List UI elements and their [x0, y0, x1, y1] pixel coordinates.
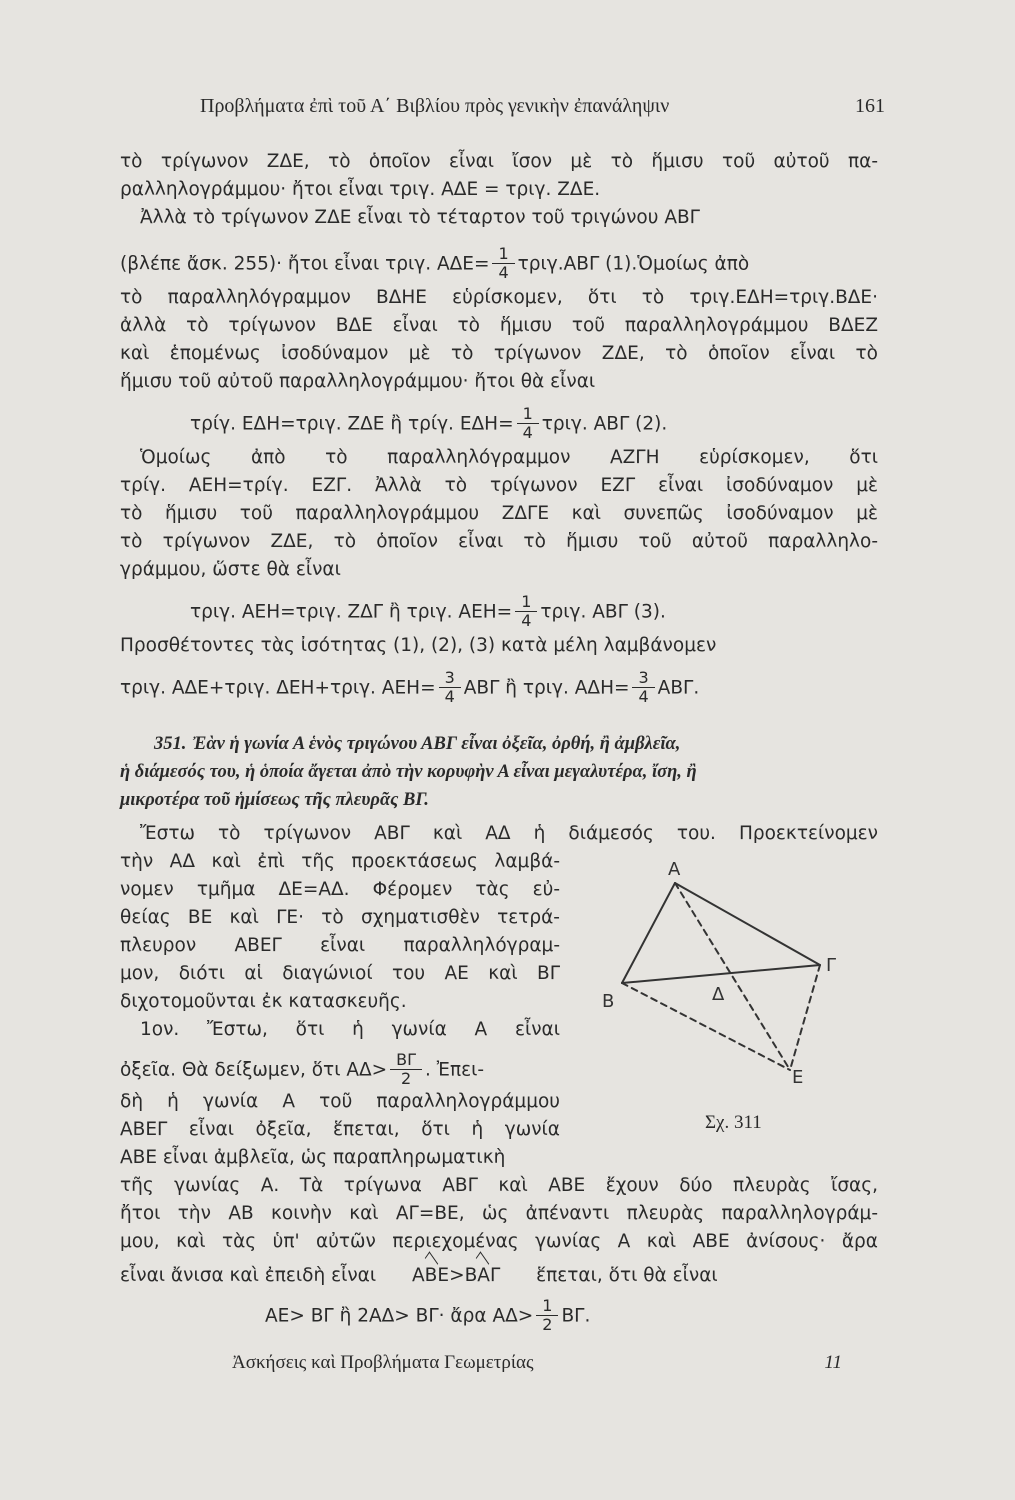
angle-abe: ΑΒΕ	[412, 1265, 450, 1286]
side-ge	[790, 965, 820, 1070]
equation-sum: τριγ. ΑΔΕ+τριγ. ΔΕΗ+τριγ. ΑΕΗ= $\frac{3}{4}$ ΑΒΓ ἢ τριγ. ΑΔΗ= $\frac{3}{4}$ ΑΒΓ.	[120, 668, 700, 706]
proposition-number: 351.	[154, 734, 187, 754]
page-header	[200, 95, 885, 125]
text-line: ΑΒΕ εἶναι ἀμβλεῖα, ὡς παραπληρωματικὴ	[120, 1147, 506, 1168]
text-line: νομεν τμῆμα ΔΕ=ΑΔ. Φέρομεν τὰς εὐ-	[120, 879, 560, 900]
proposition-text: μικροτέρα τοῦ ἡμίσεως τῆς πλευρᾶς ΒΓ.	[120, 790, 429, 810]
label-d: Δ	[712, 984, 725, 1005]
text-line: θείας ΒΕ καὶ ΓΕ· τὸ σχηματισθὲν τετρά-	[120, 907, 560, 928]
signature-mark: 11	[824, 1352, 842, 1373]
footer-title: Ἀσκήσεις καὶ Προβλήματα Γεωμετρίας	[232, 1352, 534, 1373]
label-a: Α	[668, 859, 681, 880]
text-line: ἥμισυ τοῦ αὐτοῦ παραλληλογράμμου· ἤτοι θὰ εἶναι	[120, 371, 596, 392]
text-line: Ἔστω τὸ τρίγωνον ΑΒΓ καὶ ΑΔ ἡ διάμεσός του. Προεκτείνομεν	[140, 823, 878, 844]
text-line: Προσθέτοντες τὰς ἰσότητας (1), (2), (3) κατὰ μέλη λαμβάνομεν	[120, 635, 717, 656]
fraction: $\frac{3}{4}$	[632, 669, 654, 706]
text-line: ραλληλογράμμου· ἤτοι εἶναι τριγ. ΑΔΕ = τριγ. ΖΔΕ.	[120, 179, 601, 200]
text-line: τὸ τρίγωνον ΖΔΕ, τὸ ὁποῖον εἶναι ἴσον μὲ τὸ ἥμισυ τοῦ αὐτοῦ πα-	[120, 151, 878, 172]
text-line: γράμμου, ὥστε θὰ εἶναι	[120, 559, 341, 580]
side-be	[622, 983, 790, 1070]
fraction: $\frac{1}{4}$	[517, 405, 539, 442]
text-line: Ἀλλὰ τὸ τρίγωνον ΖΔΕ εἶναι τὸ τέταρτον τοῦ τριγώνου ΑΒΓ	[140, 207, 700, 228]
text-line: διχοτομοῦνται ἐκ κατασκευῆς.	[120, 991, 407, 1012]
proposition-text: ἡ διάμεσός του, ἡ ὁποία ἄγεται ἀπὸ τὴν κορυφὴν Α εἶναι μεγαλυτέρα, ἴση, ἢ	[120, 762, 697, 782]
equation-final: ΑΕ> ΒΓ ἢ 2ΑΔ> ΒΓ· ἄρα ΑΔ> $\frac{1}{2}$ ΒΓ.	[265, 1296, 591, 1334]
text-line: τρίγ. ΑΕΗ=τρίγ. ΕΖΓ. Ἀλλὰ τὸ τρίγωνον ΕΖΓ εἶναι ἰσοδύναμον μὲ	[120, 475, 878, 496]
text-line: 1ον. Ἔστω, ὅτι ἡ γωνία Α εἶναι	[140, 1019, 560, 1040]
angle-bag: ΒΑΓ	[464, 1265, 501, 1286]
side-ab	[622, 883, 675, 983]
text-line: ΑΒΕΓ εἶναι ὀξεῖα, ἕπεται, ὅτι ἡ γωνία	[120, 1119, 560, 1140]
text-line-with-fraction: ὀξεῖα. Θὰ δείξωμεν, ὅτι ΑΔ> $\frac{B\Gamma}{2}$ . Ἐπει-	[120, 1050, 485, 1088]
proposition-351: 351. Ἐὰν ἡ γωνία Α ἑνὸς τριγώνου ΑΒΓ εἶναι ὀξεῖα, ὀρθή, ἢ ἀμβλεῖα,	[154, 734, 681, 754]
label-b: Β	[602, 991, 615, 1012]
side-ag	[675, 883, 820, 965]
text-line-with-angles: εἶναι ἄνισα καὶ ἐπειδὴ εἶναι ΑΒΕ>ΒΑΓ ἕπεται, ὅτι θὰ εἶναι	[120, 1265, 718, 1286]
fraction: $\frac{1}{4}$	[492, 245, 514, 282]
text-line: μου, καὶ τὰς ὑπ' αὐτῶν περιεχομένας γωνίας Α καὶ ΑΒΕ ἀνίσους· ἄρα	[120, 1231, 878, 1252]
text-line: τὸ παραλληλόγραμμον ΒΔΗΕ εὑρίσκομεν, ὅτι τὸ τριγ.ΕΔΗ=τριγ.ΒΔΕ·	[120, 287, 878, 308]
page-footer	[232, 1352, 842, 1380]
running-title: Προβλήματα ἐπὶ τοῦ Α΄ Βιβλίου πρὸς γενικὴν ἐπανάληψιν	[200, 95, 670, 117]
figure-311-diagram	[600, 855, 860, 1085]
side-bg	[622, 965, 820, 983]
label-g: Γ	[826, 955, 837, 976]
label-e: Ε	[792, 1067, 804, 1085]
text-line-with-fraction: (βλέπε ἄσκ. 255)· ἤτοι εἶναι τριγ. ΑΔΕ= $\frac{1}{4}$ τριγ.ΑΒΓ (1).Ὁμοίως ἀπὸ	[120, 244, 750, 282]
fraction: $\frac{3}{4}$	[439, 669, 461, 706]
equation-2: τρίγ. ΕΔΗ=τριγ. ΖΔΕ ἢ τρίγ. ΕΔΗ= $\frac{1}{4}$ τριγ. ΑΒΓ (2).	[190, 404, 668, 442]
fraction: $\frac{B\Gamma}{2}$	[390, 1051, 422, 1088]
text-line: τῆς γωνίας Α. Τὰ τρίγωνα ΑΒΓ καὶ ΑΒΕ ἔχουν δύο πλευρὰς ἴσας,	[120, 1175, 878, 1196]
text-line: τὸ ἥμισυ τοῦ παραλληλογράμμου ΖΔΓΕ καὶ συνεπῶς ἰσοδύναμον μὲ	[120, 503, 878, 524]
figure-caption: Σχ. 311	[705, 1112, 762, 1133]
text-line: μον, διότι αἱ διαγώνιοί του ΑΕ καὶ ΒΓ	[120, 963, 560, 984]
fraction: $\frac{1}{2}$	[536, 1297, 558, 1334]
text-line: πλευρον ΑΒΕΓ εἶναι παραλληλόγραμ-	[120, 935, 560, 956]
text-line: Ὁμοίως ἀπὸ τὸ παραλληλόγραμμον ΑΖΓΗ εὑρίσκομεν, ὅτι	[140, 447, 878, 468]
text-line: τὴν ΑΔ καὶ ἐπὶ τῆς προεκτάσεως λαμβά-	[120, 851, 560, 872]
fraction: $\frac{1}{4}$	[515, 593, 537, 630]
text-line: ἀλλὰ τὸ τρίγωνον ΒΔΕ εἶναι τὸ ἥμισυ τοῦ παραλληλογράμμου ΒΔΕΖ	[120, 315, 878, 336]
equation-3: τριγ. ΑΕΗ=τριγ. ΖΔΓ ἢ τριγ. ΑΕΗ= $\frac{1}{4}$ τριγ. ΑΒΓ (3).	[190, 592, 666, 630]
page-number: 161	[855, 95, 885, 117]
text-line: καὶ ἑπομένως ἰσοδύναμον μὲ τὸ τρίγωνον ΖΔΕ, τὸ ὁποῖον εἶναι τὸ	[120, 343, 878, 364]
text-line: ἤτοι τὴν ΑΒ κοινὴν καὶ ΑΓ=ΒΕ, ὡς ἀπέναντι πλευρὰς παραλληλογράμ-	[120, 1203, 878, 1224]
text-line: τὸ τρίγωνον ΖΔΕ, τὸ ὁποῖον εἶναι τὸ ἥμισυ τοῦ αὐτοῦ παραλληλο-	[120, 531, 878, 552]
text-line: δὴ ἡ γωνία Α τοῦ παραλληλογράμμου	[120, 1091, 560, 1112]
